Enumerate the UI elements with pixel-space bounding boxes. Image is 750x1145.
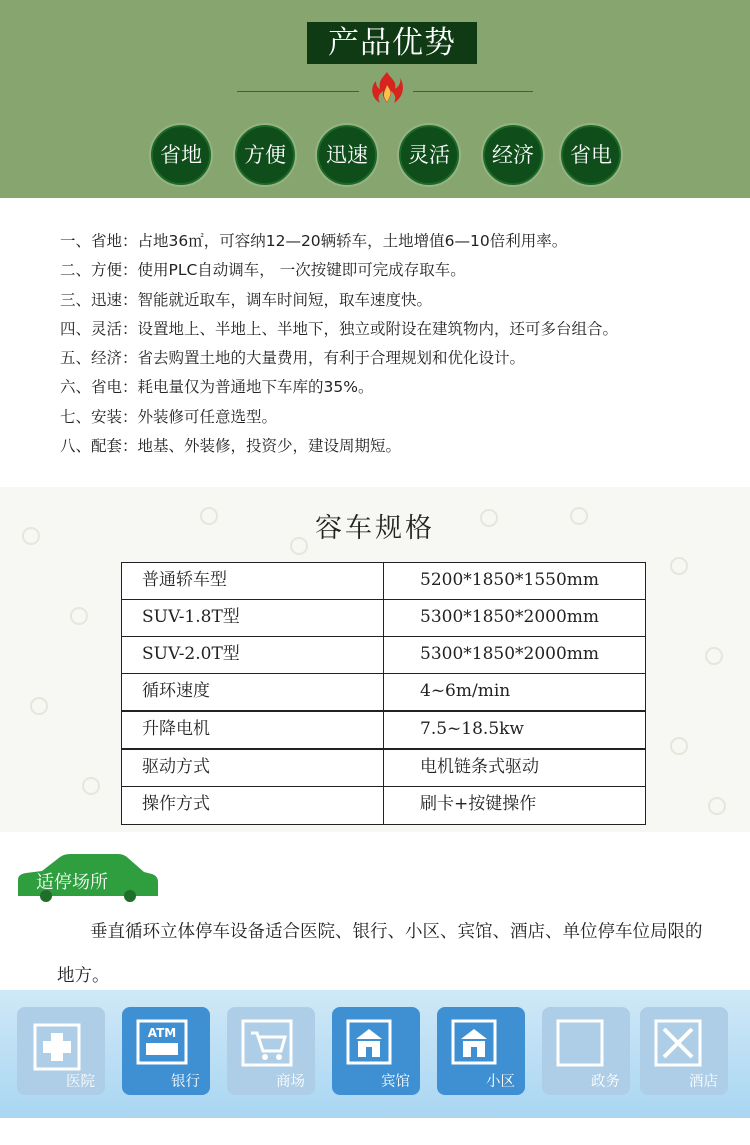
hospital-cross-icon [29, 1017, 93, 1077]
venue-tile-restaurant [640, 1007, 728, 1095]
pattern-ornament [708, 797, 726, 815]
venue-tile-mall [227, 1007, 315, 1095]
table-row [121, 562, 646, 600]
page-title: 产品优势 [307, 22, 477, 64]
table-row [121, 786, 646, 825]
badge-fast: 迅速 [317, 125, 377, 185]
venue-label: 商场 [276, 1074, 305, 1090]
table-row [121, 636, 646, 674]
spec-label: 升降电机 [121, 711, 384, 749]
table-row [121, 749, 646, 787]
spec-value: 5300*1850*2000mm [383, 636, 646, 674]
pattern-ornament [670, 737, 688, 755]
advantage-item: 七、安装：外装修可任意选型。 [60, 407, 278, 426]
venue-tile-hotel [332, 1007, 420, 1095]
advantage-item: 二、方便：使用PLC自动调车， 一次按键即可完成存取车。 [60, 261, 466, 280]
table-row [121, 711, 646, 749]
shopping-cart-icon [239, 1017, 303, 1077]
spec-label: 循环速度 [121, 673, 384, 711]
venue-description: 垂直循环立体停车设备适合医院、银行、小区、宾馆、酒店、单位停车位局限的地方。 [57, 922, 703, 986]
badge-save-power: 省电 [561, 125, 621, 185]
spec-table [121, 562, 646, 825]
spec-title: 容车规格 [315, 513, 435, 544]
spec-label: SUV-1.8T型 [121, 599, 384, 637]
venue-tag [12, 852, 160, 902]
divider-left [237, 91, 359, 92]
venue-tile-bank [122, 1007, 210, 1095]
spec-label: 普通轿车型 [121, 562, 384, 600]
pattern-ornament [70, 607, 88, 625]
pattern-ornament [82, 777, 100, 795]
badge-save-land: 省地 [151, 125, 211, 185]
pattern-ornament [670, 557, 688, 575]
advantage-item: 八、配套：地基、外装修，投资少，建设周期短。 [60, 437, 402, 456]
flame-icon [367, 69, 407, 109]
pattern-ornament [30, 697, 48, 715]
residence-building-icon [449, 1017, 513, 1077]
advantage-item: 一、省地：占地36㎡，可容纳12—20辆轿车，土地增值6—10倍利用率。 [60, 232, 568, 250]
divider-right [413, 91, 533, 92]
advantage-item: 四、灵活：设置地上、半地上、半地下，独立或附设在建筑物内，还可多台组合。 [60, 319, 619, 338]
advantages-banner [0, 0, 750, 198]
table-row [121, 673, 646, 711]
venue-tile-government [542, 1007, 630, 1095]
venue-tag-label: 适停场所 [36, 872, 108, 893]
venue-tile-residence [437, 1007, 525, 1095]
venue-label: 酒店 [689, 1074, 718, 1090]
advantage-item: 六、省电：耗电量仅为普通地下车库的35%。 [60, 378, 374, 397]
svg-text:ATM: ATM [147, 1026, 177, 1040]
spec-value: 4~6m/min [383, 673, 646, 711]
advantage-list [60, 227, 618, 461]
advantage-item: 三、迅速：智能就近取车，调车时间短，取车速度快。 [60, 290, 433, 309]
venue-label: 政务 [591, 1074, 620, 1090]
spec-label: 操作方式 [121, 786, 384, 825]
spec-label: SUV-2.0T型 [121, 636, 384, 674]
atm-icon [134, 1017, 198, 1077]
restaurant-cutlery-icon [652, 1017, 716, 1077]
spec-value: 电机链条式驱动 [383, 749, 646, 787]
spec-value: 5200*1850*1550mm [383, 562, 646, 600]
pattern-ornament [705, 647, 723, 665]
spec-value: 5300*1850*2000mm [383, 599, 646, 637]
spec-value: 刷卡+按键操作 [383, 786, 646, 825]
venue-label: 宾馆 [381, 1074, 410, 1090]
venue-label: 医院 [66, 1074, 95, 1090]
badge-economical: 经济 [483, 125, 543, 185]
venue-label: 银行 [171, 1074, 200, 1090]
spec-label: 驱动方式 [121, 749, 384, 787]
table-row [121, 599, 646, 637]
badge-convenient: 方便 [235, 125, 295, 185]
venue-label: 小区 [486, 1074, 515, 1090]
advantage-item: 五、经济：省去购置土地的大量费用，有利于合理规划和优化设计。 [60, 349, 526, 368]
badge-flexible: 灵活 [399, 125, 459, 185]
spec-value: 7.5~18.5kw [383, 711, 646, 749]
government-icon [554, 1017, 618, 1077]
hotel-building-icon [344, 1017, 408, 1077]
venue-tile-hospital [17, 1007, 105, 1095]
